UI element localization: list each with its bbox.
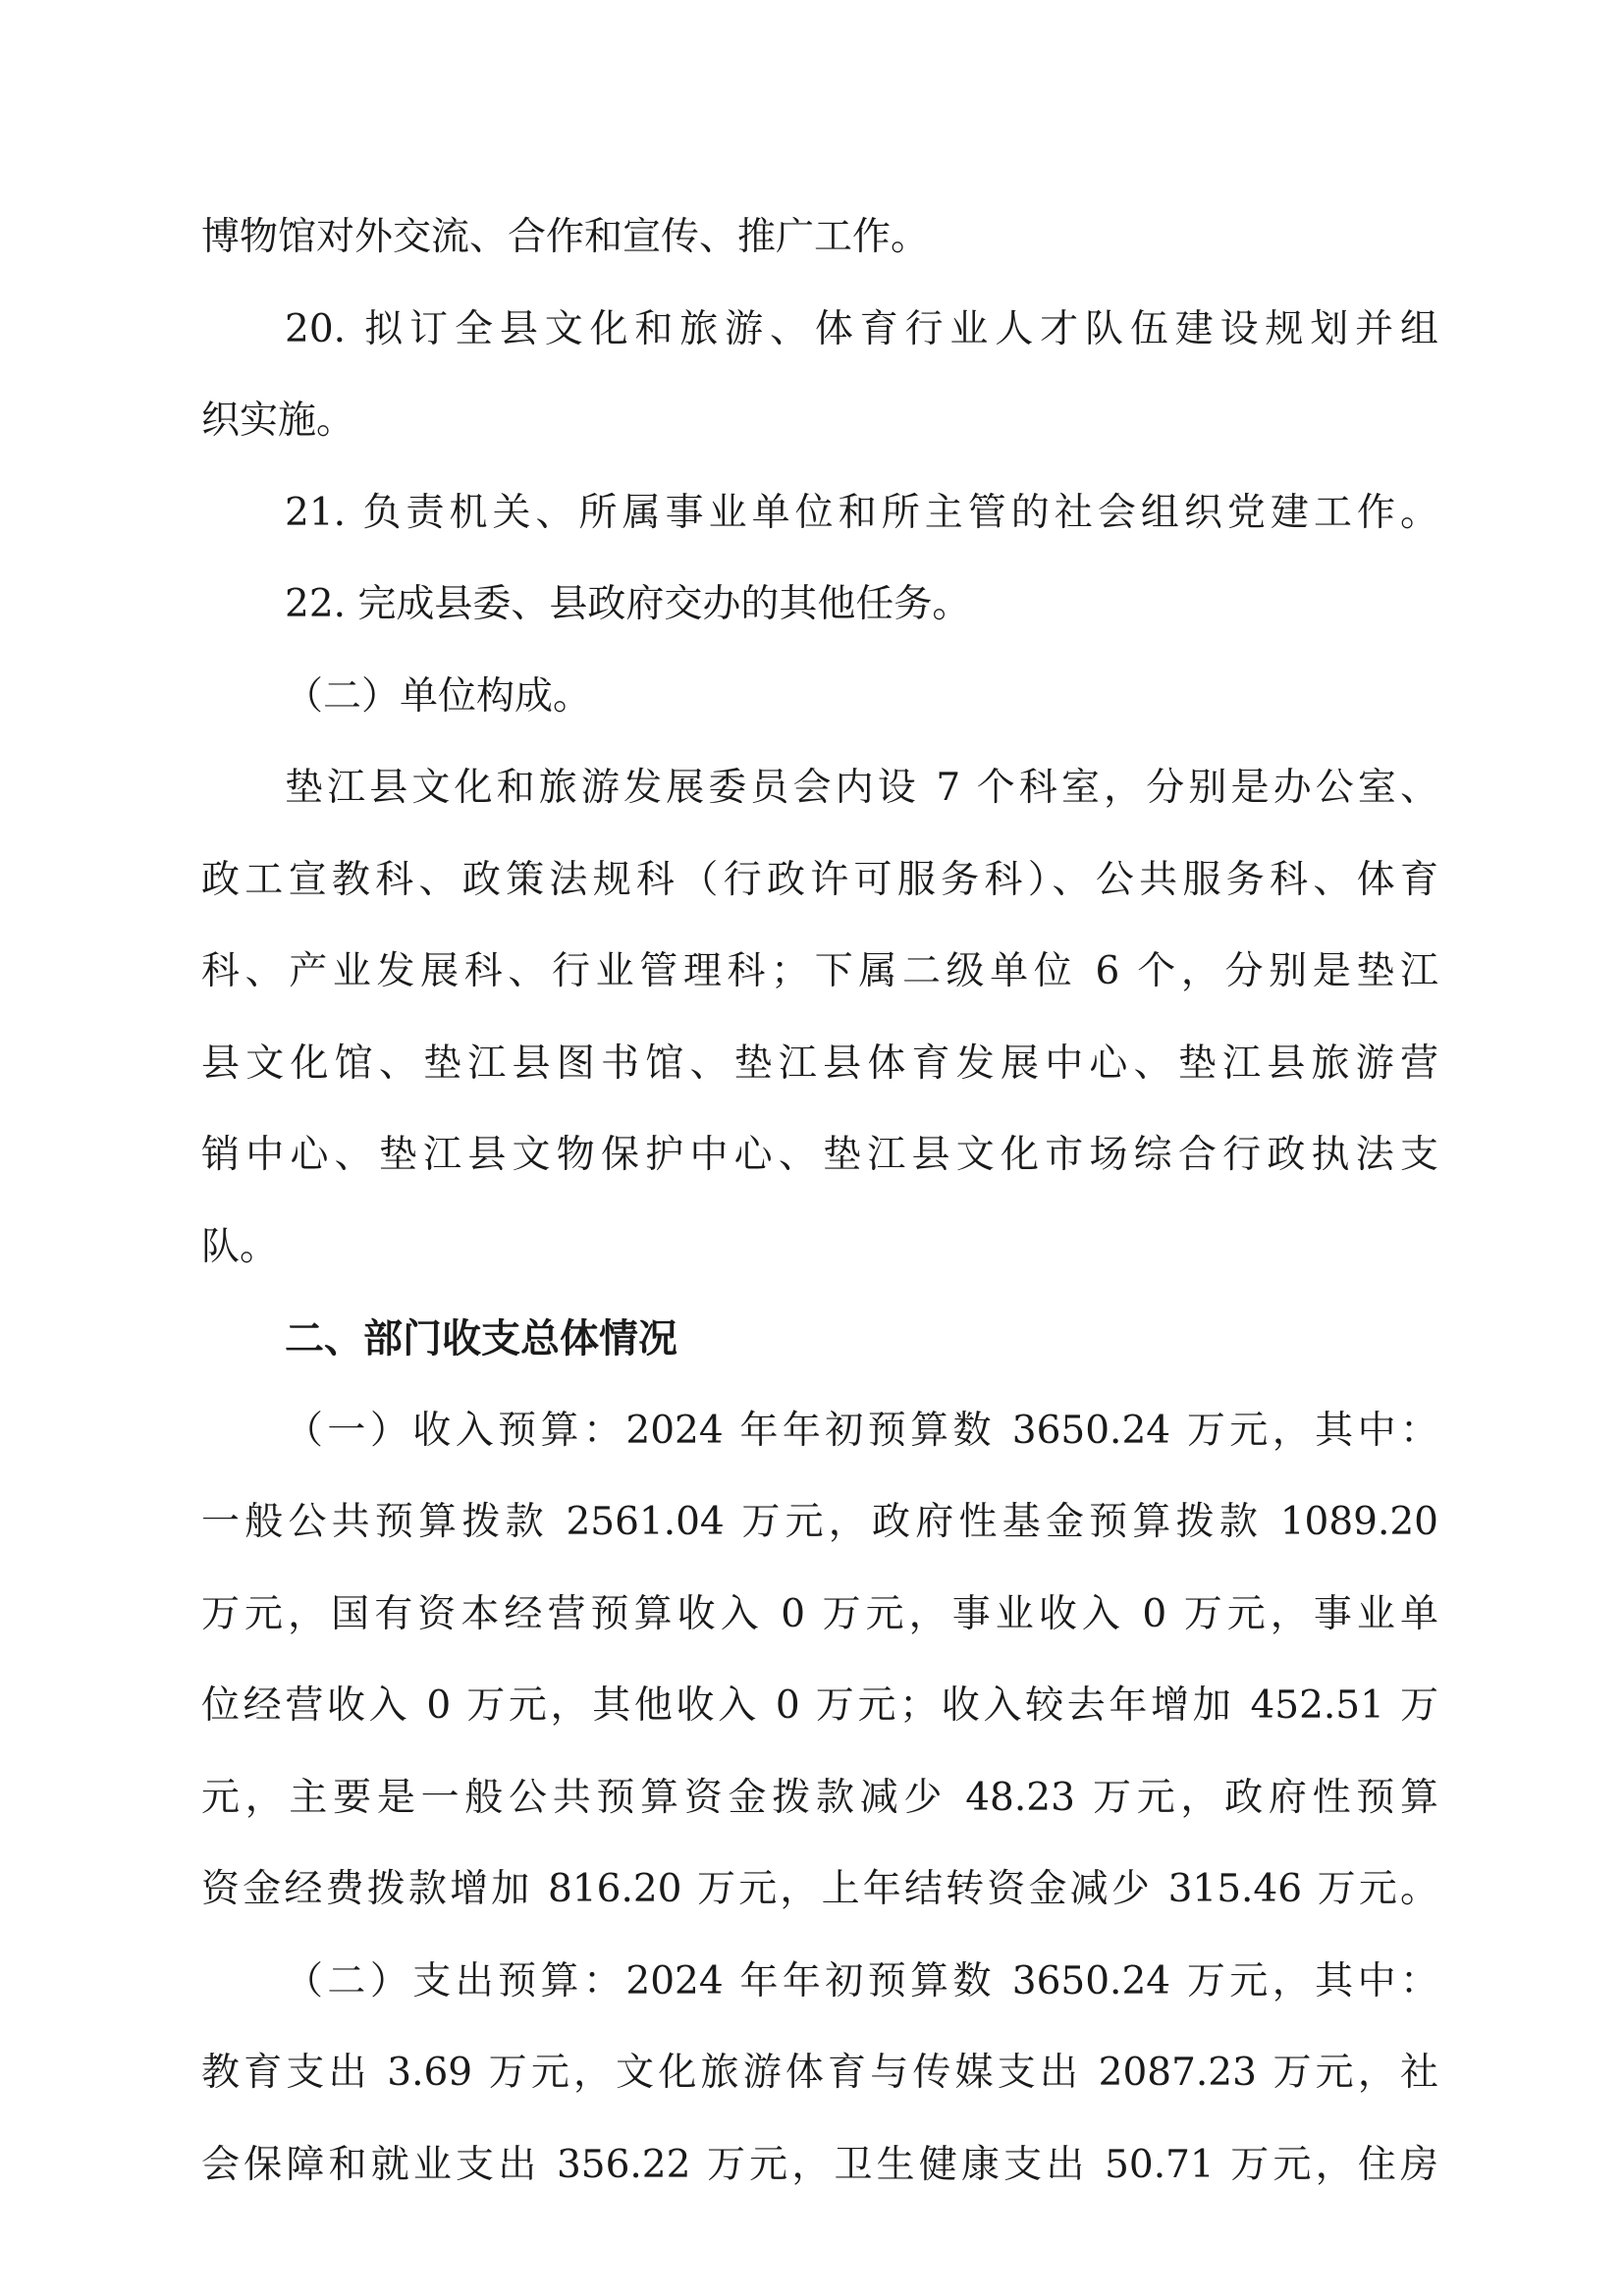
paragraph-line: 元，主要是一般公共预算资金拨款减少 48.23 万元，政府性预算	[201, 1776, 1438, 1820]
paragraph-line: （二）支出预算：2024 年年初预算数 3650.24 万元，其中：	[285, 1959, 1438, 2003]
text-line: 博物馆对外交流、合作和宣传、推广工作。	[201, 215, 930, 259]
paragraph-line: 县文化馆、垫江县图书馆、垫江县体育发展中心、垫江县旅游营	[201, 1041, 1438, 1086]
section-heading: 二、部门收支总体情况	[285, 1316, 677, 1362]
paragraph-line: 资金经费拨款增加 816.20 万元，上年结转资金减少 315.46 万元。	[201, 1867, 1438, 1911]
paragraph-line: 万元，国有资本经营预算收入 0 万元，事业收入 0 万元，事业单	[201, 1592, 1438, 1636]
paragraph-line: 一般公共预算拨款 2561.04 万元，政府性基金预算拨款 1089.20	[201, 1500, 1438, 1544]
paragraph-line: 教育支出 3.69 万元，文化旅游体育与传媒支出 2087.23 万元，社	[201, 2051, 1438, 2095]
paragraph-line: （一）收入预算：2024 年年初预算数 3650.24 万元，其中：	[285, 1409, 1438, 1453]
text-line: 织实施。	[201, 399, 355, 443]
paragraph-line: 队。	[201, 1225, 279, 1269]
list-item-22: 22. 完成县委、县政府交办的其他任务。	[285, 582, 971, 626]
list-item-21: 21. 负责机关、所属事业单位和所主管的社会组织党建工作。	[285, 491, 1438, 535]
subsection-heading: （二）单位构成。	[285, 674, 592, 719]
paragraph-line: 销中心、垫江县文物保护中心、垫江县文化市场综合行政执法支	[201, 1133, 1438, 1177]
paragraph-line: 垫江县文化和旅游发展委员会内设 7 个科室，分别是办公室、	[285, 766, 1438, 810]
paragraph-line: 科、产业发展科、行业管理科；下属二级单位 6 个，分别是垫江	[201, 949, 1438, 993]
paragraph-line: 位经营收入 0 万元，其他收入 0 万元；收入较去年增加 452.51 万	[201, 1683, 1438, 1728]
list-item-20: 20. 拟订全县文化和旅游、体育行业人才队伍建设规划并组	[285, 307, 1438, 351]
paragraph-line: 会保障和就业支出 356.22 万元，卫生健康支出 50.71 万元，住房	[201, 2143, 1438, 2187]
paragraph-line: 政工宣教科、政策法规科（行政许可服务科）、公共服务科、体育	[201, 858, 1438, 902]
